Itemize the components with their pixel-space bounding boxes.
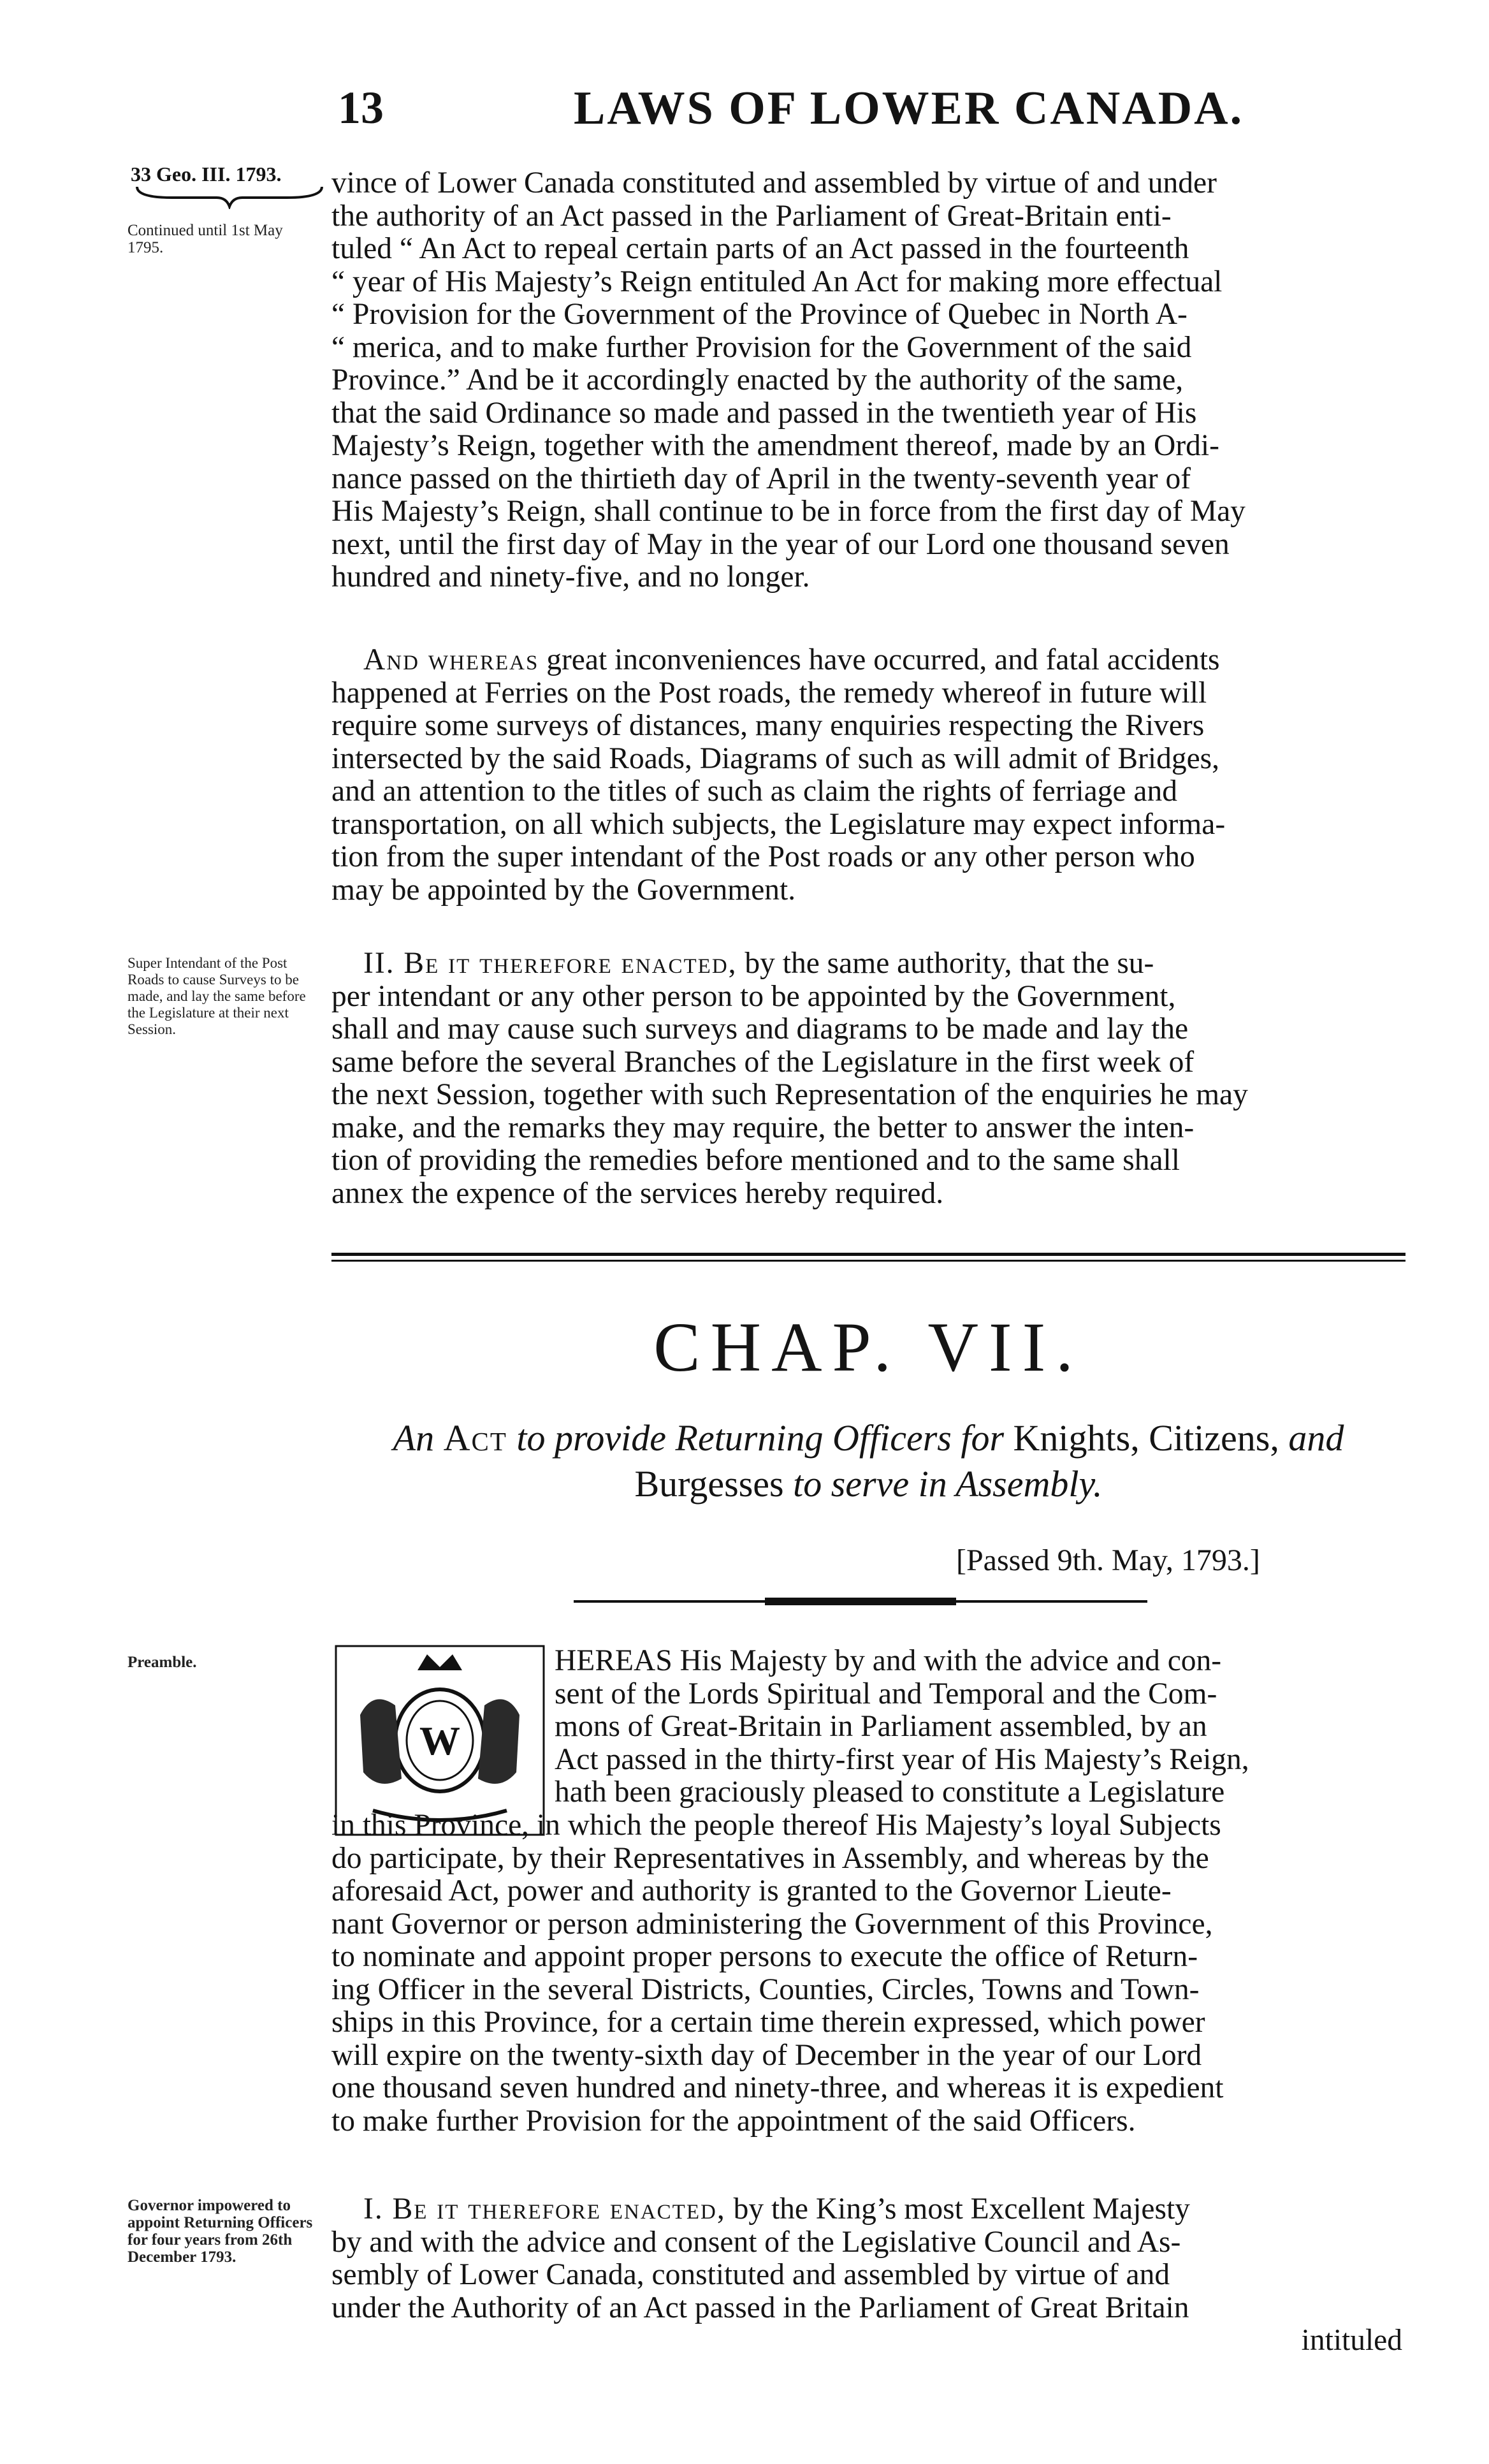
text-line: tuled “ An Act to repeal certain parts of an Act passed in the fourteenth	[331, 232, 1189, 265]
act-title-line	[331, 1415, 1405, 1461]
text-line: hath been graciously pleased to constitute a Legislature	[555, 1775, 1225, 1809]
text-line: Province.” And be it accordingly enacted by the authority of the same,	[331, 363, 1184, 397]
text-segment: Act	[443, 1417, 507, 1459]
text-line: transportation, on all which subjects, the Legislature may expect informa-	[331, 807, 1226, 841]
text-line: next, until the first day of May in the year of our Lord one thousand seven	[331, 527, 1230, 561]
text-line: Act passed in the thirty-first year of His Majesty’s Reign,	[555, 1742, 1249, 1776]
text-line: ing Officer in the several Districts, Counties, Circles, Towns and Town-	[331, 1972, 1200, 2006]
text-line: to make further Provision for the appointment of the said Officers.	[331, 2104, 1136, 2138]
text-line: His Majesty’s Reign, shall continue to be in force from the first day of May	[331, 495, 1246, 528]
text-line: annex the expence of the services hereby required.	[331, 1176, 944, 1210]
text-line: to nominate and appoint proper persons to execute the office of Return-	[331, 1940, 1198, 1973]
text-line: “ merica, and to make further Provision for the Government of the said	[331, 330, 1192, 364]
paragraph-whereas	[331, 644, 1402, 907]
text-segment: by the same authority, that the su-	[737, 947, 1154, 980]
text-line: per intendant or any other person to be appointed by the Government,	[331, 979, 1176, 1013]
text-line	[331, 644, 1402, 677]
text-line: hundred and ninety-five, and no longer.	[331, 560, 810, 594]
paragraph-continuation	[331, 167, 1402, 594]
text-line: mons of Great-Britain in Parliament assembled, by an	[555, 1710, 1207, 1743]
text-line: and an attention to the titles of such as claim the rights of ferriage and	[331, 775, 1177, 808]
text-line	[331, 947, 1402, 980]
running-head	[319, 75, 1402, 145]
text-segment: and	[1279, 1417, 1344, 1459]
text-line: one thousand seven hundred and ninety-three, and whereas it is expedient	[331, 2071, 1224, 2104]
text-line: vince of Lower Canada constituted and assembled by virtue of and under	[331, 166, 1217, 200]
text-line: nant Governor or person administering the Government of this Province,	[331, 1907, 1213, 1941]
text-line: will expire on the twenty-sixth day of December in the year of our Lord	[331, 2038, 1202, 2072]
text-segment: Burgesses	[634, 1463, 784, 1505]
text-line: sent of the Lords Spiritual and Temporal and the Com-	[555, 1677, 1217, 1710]
act-title	[331, 1415, 1405, 1507]
passed-date: [Passed 9th. May, 1793.]	[956, 1543, 1260, 1577]
text-line: happened at Ferries on the Post roads, the remedy whereof in future will	[331, 676, 1207, 710]
margin-note-governor: Governor impowered to appoint Returning Officers for four years from 26th December 1793.	[127, 2197, 313, 2266]
crest-letter: W	[419, 1718, 460, 1763]
margin-note-continued: Continued until 1st May 1795.	[127, 222, 283, 256]
text-segment: by the King’s most Excellent Majesty	[725, 2192, 1190, 2226]
section-divider	[331, 1253, 1405, 1262]
text-line: intersected by the said Roads, Diagrams of such as will admit of Bridges,	[331, 741, 1220, 775]
text-segment: to provide Returning Officers for	[507, 1417, 1013, 1459]
text-line: same before the several Branches of the Legislature in the first week of	[331, 1045, 1195, 1079]
text-line: “ Provision for the Government of the Province of Quebec in North A-	[331, 298, 1188, 331]
text-line: require some surveys of distances, many enquiries respecting the Rivers	[331, 709, 1205, 742]
text-line	[331, 2193, 1402, 2226]
margin-note-superintendant: Super Intendant of the Post Roads to cause Surveys to be made, and lay the same before the Legislature at their next Session.	[127, 955, 306, 1037]
text-line: tion from the super intendant of the Post roads or any other person who	[331, 840, 1195, 873]
page-number: 13	[338, 82, 384, 133]
preamble-indented	[555, 1645, 1405, 1809]
lead-words: II. Be it therefore enacted,	[363, 947, 737, 980]
text-line: do participate, by their Representatives in Assembly, and whereas by the	[331, 1841, 1209, 1875]
brace-icon	[134, 184, 325, 209]
text-line: may be appointed by the Government.	[331, 873, 796, 907]
text-segment: great inconveniences have occurred, and fatal accidents	[539, 643, 1220, 676]
text-line: under the Authority of an Act passed in the Parliament of Great Britain	[331, 2291, 1189, 2324]
text-line: shall and may cause such surveys and diagrams to be made and lay the	[331, 1012, 1189, 1046]
running-title: LAWS OF LOWER CANADA.	[574, 82, 1244, 135]
text-line: nance passed on the thirtieth day of April in the twenty-seventh year of	[331, 462, 1191, 495]
text-line: that the said Ordinance so made and passed in the twentieth year of His	[331, 396, 1197, 430]
text-line: ships in this Province, for a certain time therein expressed, which power	[331, 2006, 1205, 2039]
chapter-heading: CHAP. VII.	[653, 1308, 1084, 1386]
paragraph-section-ii	[331, 947, 1402, 1210]
act-title-line	[331, 1461, 1405, 1507]
margin-regnal-year: 33 Geo. III. 1793.	[131, 163, 282, 186]
margin-note-preamble: Preamble.	[127, 1654, 197, 1671]
text-line: make, and the remarks they may require, the better to answer the inten-	[331, 1111, 1195, 1144]
text-segment: An	[393, 1417, 444, 1459]
text-line: in this Province, in which the people thereof His Majesty’s loyal Subjects	[331, 1809, 1221, 1842]
lead-words: I. Be it therefore enacted,	[363, 2192, 726, 2226]
ornament-rule	[574, 1597, 1147, 1606]
royal-arms-crest-icon	[335, 1645, 545, 1836]
text-line: sembly of Lower Canada, constituted and assembled by virtue of and	[331, 2258, 1170, 2291]
text-line: “ year of His Majesty’s Reign entituled An Act for making more effectual	[331, 265, 1223, 298]
text-line: by and with the advice and consent of the Legislative Council and As-	[331, 2225, 1181, 2259]
text-line: HEREAS His Majesty by and with the advice and con-	[555, 1644, 1222, 1677]
lead-words: And whereas	[363, 643, 539, 676]
text-line: Majesty’s Reign, together with the amendment thereof, made by an Ordi-	[331, 429, 1219, 462]
text-segment: Knights, Citizens,	[1013, 1417, 1279, 1459]
preamble-body	[331, 1809, 1402, 2138]
text-line: the authority of an Act passed in the Parliament of Great-Britain enti-	[331, 199, 1172, 233]
text-line: the next Session, together with such Representation of the enquiries he may	[331, 1078, 1248, 1111]
text-line: aforesaid Act, power and authority is granted to the Governor Lieute-	[331, 1874, 1172, 1907]
paragraph-section-i	[331, 2193, 1402, 2358]
text-line: tion of providing the remedies before mentioned and to the same shall	[331, 1144, 1180, 1177]
catchword: intituled	[1301, 2324, 1402, 2357]
text-segment: to serve in Assembly.	[783, 1463, 1103, 1505]
